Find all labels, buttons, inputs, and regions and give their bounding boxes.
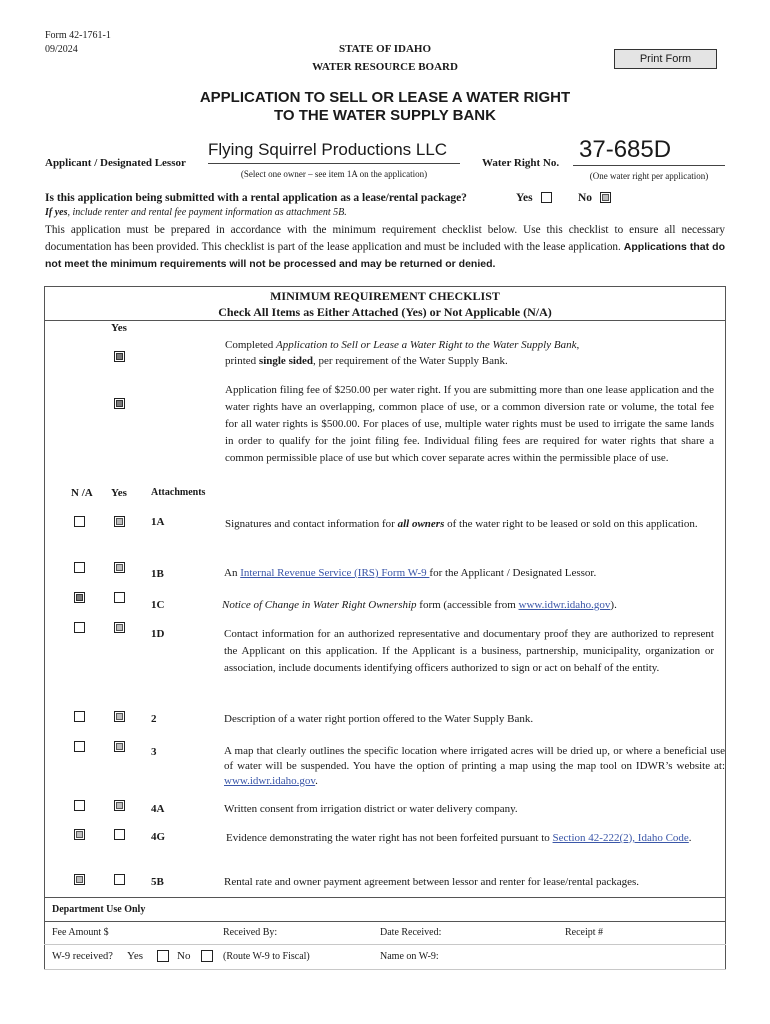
w9-no-label: No [177,950,191,962]
attachment-text-4a: Written consent from irrigation district or water delivery company. [224,803,518,815]
attachment-text-4g-post: . [688,832,692,844]
attachment-code-3: 3 [151,746,157,758]
attachment-code-2: 2 [151,713,157,725]
rental-note [45,207,347,218]
dept-row-divider [44,944,726,945]
attachment-text-2: Description of a water right portion offered to the Water Supply Bank. [224,713,534,725]
filing-fee-text: Application filing fee of $250.00 per water right. If you are submitting more than one lease application and the water rights have an overlapping, common place of use, or a common diversion rate or volume, the total fee for all water rights is $500.00. For places of use, multiple water rights must be used to irrigate the same lands in order to qualify for the joint filing fee. Individual filing fees are required for water rights that share a common permissible place of use but which cover separate acres within the permissible place of use. [225,384,714,464]
attachment-text-1a [225,515,714,533]
page-subtitle: TO THE WATER SUPPLY BANK [274,107,496,124]
yes-checkbox-5b[interactable] [114,874,125,885]
rental-yes-checkbox[interactable] [541,192,552,203]
na-checkbox-5b[interactable] [74,874,85,885]
w9-yes-label: Yes [127,950,144,962]
application-item-ital: Application to Sell or Lease a Water Right to the Water Supply Bank, [276,339,580,351]
intro-text: This application must be prepared in accordance with the minimum requirement checklist below. Use this checklist to ensure all necessary documentation has been provided. This checklist is part of the lease application and must be included with the lease application. [45,224,725,253]
na-checkbox-4a[interactable] [74,800,85,811]
filing-fee-checkbox[interactable] [114,398,125,409]
attachment-text-1b-post: for the Applicant / Designated Lessor. [429,567,597,579]
w9-yes-checkbox[interactable] [157,950,169,962]
application-item-line2-bold: single sided [258,355,314,367]
attachment-text-1a-ital: all owners [397,518,445,530]
name-on-w9-label: Name on W-9: [380,951,439,962]
intro-bold: Applications that do not meet the minimum requirements will not be processed and may be returned or denied. [45,241,725,270]
water-right-label: Water Right No. [482,157,560,169]
rental-no-checkbox[interactable] [600,192,611,203]
idwr-link-1c[interactable]: www.idwr.idaho.gov [518,599,611,611]
attachment-text-1b [224,567,714,579]
attachment-text-1c-post: form (accessible from [416,599,519,611]
rental-yes-label: Yes [516,192,533,204]
na-checkbox-4g[interactable] [74,829,85,840]
application-item-pre: Completed [225,339,277,351]
intro-paragraph [45,222,725,273]
fee-amount-label: Fee Amount $ [52,927,109,938]
attachment-text-4g-main: Evidence demonstrating the water right has not been forfeited pursuant to [226,832,553,844]
page-title: APPLICATION TO SELL OR LEASE A WATER RIGHT [199,89,571,106]
attachment-code-4g: 4G [151,831,166,843]
print-form-button[interactable]: Print Form [614,49,717,69]
attachment-text-1b-pre: An [224,567,241,579]
attachment-text-1a-pre: Signatures and contact information for [225,518,398,530]
application-checkbox[interactable] [114,351,125,362]
state-heading: STATE OF IDAHO [338,43,432,55]
form-date: 09/2024 [45,44,78,55]
w9-label: W-9 received? [52,951,113,962]
irs-w9-link[interactable]: Internal Revenue Service (IRS) Form W-9 [240,567,430,579]
col-na-header: N /A [71,487,93,499]
top-yes-header: Yes [111,322,127,334]
board-heading: WATER RESOURCE BOARD [312,61,458,73]
attachment-code-1a: 1A [151,516,165,528]
route-w9-note: (Route W-9 to Fiscal) [223,951,310,962]
dept-use-box [44,898,726,922]
yes-checkbox-4g[interactable] [114,829,125,840]
col-attachments-header: Attachments [151,487,206,498]
attachment-code-4a: 4A [151,803,165,815]
yes-checkbox-2[interactable] [114,711,125,722]
yes-checkbox-1d[interactable] [114,622,125,633]
attachment-text-1a-post: of the water right to be leased or sold on this application. [444,518,698,530]
yes-checkbox-1c[interactable] [114,592,125,603]
rental-note-bold: If yes [45,207,68,218]
na-checkbox-3[interactable] [74,741,85,752]
application-item-line2-post: , per requirement of the Water Supply Bank. [313,355,508,367]
applicant-hint: (Select one owner – see item 1A on the application) [240,169,428,179]
yes-checkbox-1a[interactable] [114,516,125,527]
rental-no-label: No [578,192,593,204]
idwr-link-3[interactable]: www.idwr.idaho.gov [224,775,316,787]
rental-question: Is this application being submitted with a rental application as a lease/rental package? [45,192,467,204]
yes-checkbox-4a[interactable] [114,800,125,811]
receipt-label: Receipt # [565,927,604,938]
attachment-text-3 [224,744,725,789]
idaho-code-link[interactable]: Section 42-222(2), Idaho Code [552,832,689,844]
applicant-label: Applicant / Designated Lessor [45,157,186,169]
attachment-text-1c-post2: ). [610,599,617,611]
attachment-code-1d: 1D [151,628,165,640]
attachment-text-5b: Rental rate and owner payment agreement between lessor and renter for lease/rental packages. [224,876,640,888]
attachment-text-4g [226,830,706,846]
attachment-text-1d: Contact information for an authorized representative and documentary proof they are authorized to represent the Applicant on this application. If the Applicant is a business, partnership, municipality, organization or association, include documents identifying officers authorized to sign or act on behalf of the entity. [224,628,714,674]
attachment-code-1c: 1C [151,599,165,611]
yes-checkbox-1b[interactable] [114,562,125,573]
application-item-text [225,337,725,369]
received-by-label: Received By: [223,927,278,938]
dept-use-title: Department Use Only [52,904,146,915]
water-right-hint: (One water right per application) [589,171,709,181]
yes-checkbox-3[interactable] [114,741,125,752]
checklist-subtitle: Check All Items as Either Attached (Yes) or Not Applicable (N/A) [218,305,552,319]
attachment-text-3-main: A map that clearly outlines the specific location where irrigated acres will be dried up, or where a beneficial use of water will be suspended. You have the option of printing a map using the map tool on IDWR’s website at: [224,745,725,772]
na-checkbox-1b[interactable] [74,562,85,573]
attachment-text-1c [222,599,722,611]
w9-no-checkbox[interactable] [201,950,213,962]
applicant-field[interactable]: Flying Squirrel Productions LLC [208,140,460,164]
col-yes-header: Yes [111,487,127,499]
na-checkbox-1a[interactable] [74,516,85,527]
checklist-title-divider [44,320,726,321]
attachment-text-1c-ital: Notice of Change in Water Right Ownership [222,599,417,611]
attachment-code-5b: 5B [151,876,164,888]
na-checkbox-2[interactable] [74,711,85,722]
rental-note-rest: , include renter and rental fee payment information as attachment 5B. [67,207,347,218]
date-received-label: Date Received: [380,927,442,938]
application-item-line2-pre: printed [225,355,259,367]
form-number: Form 42-1761-1 [45,30,111,41]
na-checkbox-1d[interactable] [74,622,85,633]
water-right-field[interactable]: 37-685D [573,136,725,166]
na-checkbox-1c[interactable] [74,592,85,603]
checklist-title: MINIMUM REQUIREMENT CHECKLIST [270,289,500,303]
attachment-text-3-post: . [315,775,318,787]
dept-bottom-line [44,969,726,970]
attachment-code-1b: 1B [151,568,164,580]
